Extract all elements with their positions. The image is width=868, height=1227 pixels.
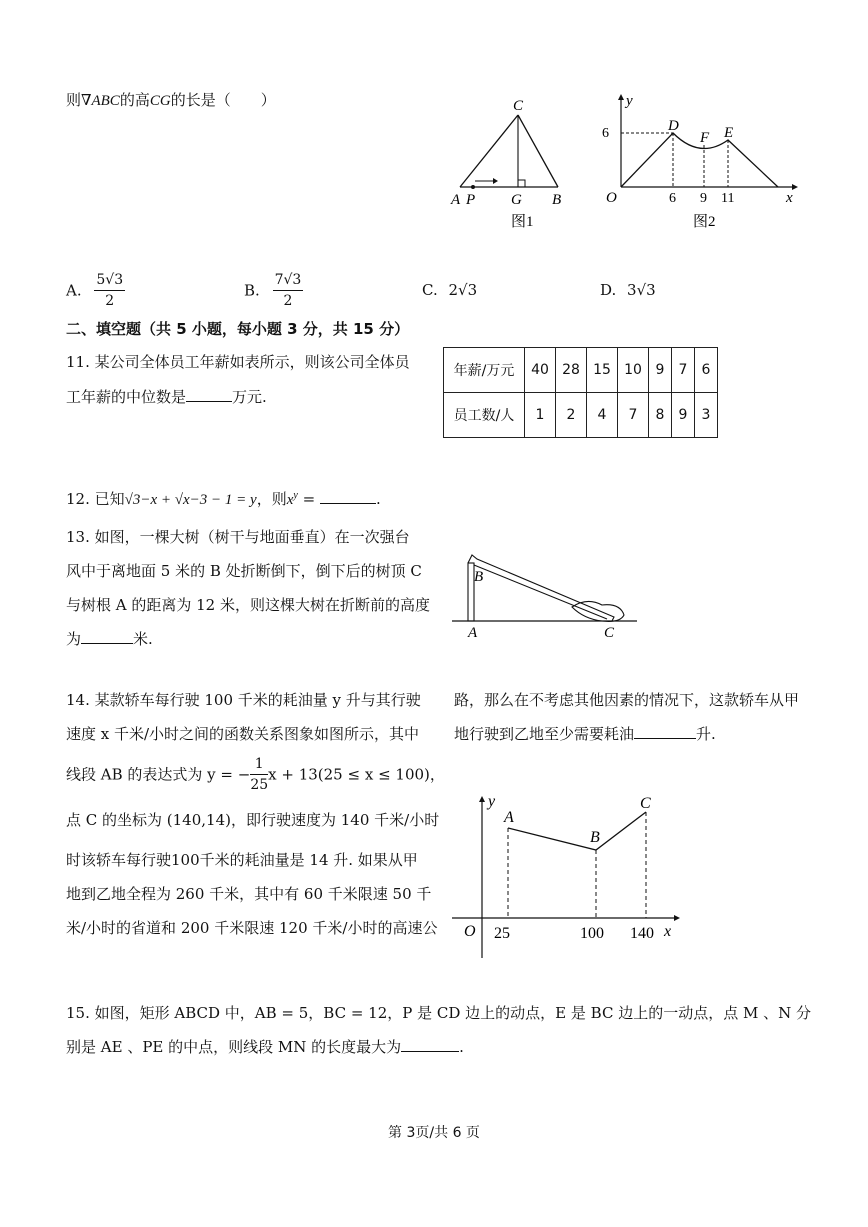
- fig2-label-x: x: [786, 190, 793, 206]
- fig1-right-angle-mark: [518, 180, 525, 187]
- q10-figure1: [445, 95, 580, 240]
- table-header-salary: 年薪/万元: [444, 348, 525, 393]
- tree-label-a: A: [468, 625, 478, 641]
- graph-y-arrow: [479, 796, 485, 802]
- fig1-label-g: G: [511, 192, 522, 208]
- fig2-label-y6: 6: [602, 126, 609, 141]
- table-cell: 8: [649, 393, 672, 438]
- table-row: [444, 348, 718, 393]
- fig2-label-d: D: [668, 118, 679, 134]
- q13-line4-unit: 米.: [133, 630, 153, 648]
- q14-line3-a: 线段 AB 的表达式为 y = −: [66, 765, 251, 784]
- table-row: [444, 393, 718, 438]
- q14-line6: 地到乙地全程为 260 千米，其中有 60 千米限速 50 千: [66, 885, 432, 903]
- tree-label-b: B: [474, 569, 484, 585]
- fig2-label-e: E: [724, 125, 734, 141]
- option-b-fraction: [273, 270, 304, 311]
- q15-line2: [66, 1037, 464, 1057]
- option-b-den: 2: [283, 293, 293, 309]
- q14-line1: 14. 某款轿车每行驶 100 千米的耗油量 y 升与其行驶: [66, 691, 421, 709]
- table-cell: 28: [556, 348, 587, 393]
- q14-line5: 时该轿车每行驶100千米的耗油量是 14 升. 如果从甲: [66, 851, 418, 869]
- fig2-y-arrow: [618, 94, 624, 100]
- tree-crown: [572, 601, 624, 621]
- q13-line3: 与树根 A 的距离为 12 米，则这棵大树在折断前的高度: [66, 596, 430, 614]
- q12-base: x: [286, 492, 294, 508]
- table-cell: 7: [618, 393, 649, 438]
- q11-line2-unit: 万元.: [232, 388, 267, 406]
- fig1-label-b: B: [552, 192, 562, 208]
- graph-label-b: B: [590, 829, 600, 846]
- q13-line4: [66, 629, 153, 649]
- fig1-caption: 图1: [511, 214, 534, 230]
- graph-label-x140: 140: [630, 925, 654, 942]
- q10-stem-mid: 的高: [119, 91, 150, 109]
- q14-graph: [452, 788, 687, 963]
- q13-line4-text: 为: [66, 630, 82, 648]
- q15-line1: 15. 如图，矩形 ABCD 中，AB = 5，BC = 12，P 是 CD 边上的动点，E 是 BC 边上的一动点，点 M 、N 分: [66, 1004, 811, 1022]
- table-cell: 10: [618, 348, 649, 393]
- q14-fraction: [250, 754, 268, 795]
- salary-table: [443, 347, 718, 438]
- fig2-label-f: F: [700, 130, 710, 146]
- table-cell: 2: [556, 393, 587, 438]
- fallen-tree-inner: [474, 565, 607, 619]
- graph-label-x: x: [664, 923, 672, 940]
- fig2-caption: 图2: [693, 214, 716, 230]
- table-cell: 4: [587, 393, 618, 438]
- table-cell: 6: [695, 348, 718, 393]
- fig1-side-cb: [518, 115, 558, 187]
- option-d-letter: D.: [600, 281, 617, 299]
- option-b[interactable]: [244, 270, 303, 310]
- q13-line2: 风中于离地面 5 米的 B 处折断倒下，倒下后的树顶 C: [66, 562, 422, 580]
- option-c-value: 2√3: [448, 281, 478, 299]
- q13-tree-figure: [452, 545, 642, 645]
- q13-answer-blank[interactable]: [81, 629, 133, 644]
- option-b-letter: B.: [244, 281, 260, 300]
- q10-stem-suffix: 的长是（ ）: [170, 91, 276, 109]
- q11-answer-blank[interactable]: [186, 387, 232, 402]
- q11-line1: 11. 某公司全体员工年薪如表所示，则该公司全体员: [66, 353, 410, 371]
- q13-line1: 13. 如图，一棵大树（树干与地面垂直）在一次强台: [66, 528, 410, 546]
- graph-polyline-abc: [508, 812, 646, 850]
- fig1-point-p: [471, 185, 475, 189]
- option-b-num: 7√3: [273, 270, 304, 291]
- q14-right-line2-text: 地行驶到乙地至少需要耗油: [454, 725, 635, 743]
- q10-stem-triangle: ABC: [91, 93, 120, 109]
- q12-end: .: [375, 490, 381, 508]
- fig2-label-x11: 11: [721, 191, 735, 206]
- graph-label-c: C: [640, 795, 651, 812]
- fig1-label-a: A: [451, 192, 461, 208]
- q14-right-line2-unit: 升.: [696, 725, 716, 743]
- q12-prefix: 12. 已知: [66, 490, 125, 508]
- option-d-value: 3√3: [627, 281, 656, 299]
- fig1-label-p: P: [466, 192, 476, 208]
- fig2-label-y: y: [626, 93, 633, 109]
- q12-equals: =: [302, 490, 316, 508]
- option-d[interactable]: [600, 280, 656, 300]
- q12-line: [66, 486, 381, 510]
- q12-exponent: y: [293, 490, 298, 501]
- q12-answer-blank[interactable]: [320, 489, 376, 504]
- option-a-letter: A.: [66, 281, 82, 300]
- fig1-label-c: C: [513, 98, 524, 114]
- option-c-letter: C.: [422, 281, 438, 299]
- table-cell: 40: [525, 348, 556, 393]
- q14-right-line1: 路，那么在不考虑其他因素的情况下，这款轿车从甲: [454, 691, 800, 709]
- q15-line2-end: .: [459, 1038, 464, 1056]
- q14-line3-b: x + 13(25 ≤ x ≤ 100)，: [268, 765, 445, 784]
- table-cell: 9: [649, 348, 672, 393]
- q14-frac-den: 25: [250, 777, 269, 793]
- q11-line2-text: 工年薪的中位数是: [66, 388, 187, 406]
- q10-stem-segment: CG: [149, 93, 171, 109]
- option-c[interactable]: [422, 280, 477, 300]
- graph-label-o: O: [464, 923, 476, 940]
- table-cell: 15: [587, 348, 618, 393]
- q14-line2: 速度 x 千米/小时之间的函数关系图象如图所示，其中: [66, 725, 420, 743]
- fig1-arrow-head: [493, 178, 498, 184]
- q14-line3: [66, 754, 445, 794]
- q10-stem: [66, 90, 276, 111]
- q14-answer-blank[interactable]: [634, 724, 696, 739]
- graph-label-x100: 100: [580, 925, 604, 942]
- q15-line2-text: 别是 AE 、PE 的中点，则线段 MN 的长度最大为: [66, 1038, 402, 1056]
- table-header-staff: 员工数/人: [444, 393, 525, 438]
- q15-answer-blank[interactable]: [401, 1037, 459, 1052]
- tree-label-c: C: [604, 625, 615, 641]
- q14-frac-num: 1: [250, 754, 268, 775]
- fig2-label-o: O: [606, 190, 617, 206]
- q10-stem-prefix: 则∇: [66, 91, 92, 109]
- graph-x-arrow: [674, 915, 680, 921]
- q14-line4: 点 C 的坐标为 (140,14)，即行驶速度为 140 千米/小时: [66, 811, 440, 829]
- option-a-den: 2: [105, 293, 115, 309]
- graph-label-x25: 25: [494, 925, 510, 942]
- q11-line2: [66, 387, 267, 407]
- q10-figure2: [600, 90, 800, 240]
- option-a[interactable]: [66, 270, 125, 310]
- graph-label-y: y: [488, 793, 496, 810]
- option-a-num: 5√3: [94, 270, 125, 291]
- option-a-fraction: [94, 270, 125, 311]
- graph-label-a: A: [504, 809, 514, 826]
- table-cell: 7: [672, 348, 695, 393]
- q12-mid: ，则: [256, 490, 287, 508]
- page-footer: 第 3页/共 6 页: [388, 1125, 480, 1141]
- table-cell: 3: [695, 393, 718, 438]
- fig2-label-x9: 9: [700, 191, 707, 206]
- fig2-label-x6: 6: [669, 191, 676, 206]
- q12-expression: √3−x + √x−3 − 1 = y: [124, 492, 257, 508]
- fig1-side-ac: [460, 115, 518, 187]
- q14-right-line2: [454, 724, 716, 744]
- fig2-x-arrow: [792, 184, 798, 190]
- q14-line7: 米/小时的省道和 200 千米限速 120 千米/小时的高速公: [66, 919, 438, 937]
- table-cell: 9: [672, 393, 695, 438]
- table-cell: 1: [525, 393, 556, 438]
- section-title: 二、填空题（共 5 小题，每小题 3 分，共 15 分）: [66, 320, 410, 338]
- fallen-tree-top: [468, 555, 614, 621]
